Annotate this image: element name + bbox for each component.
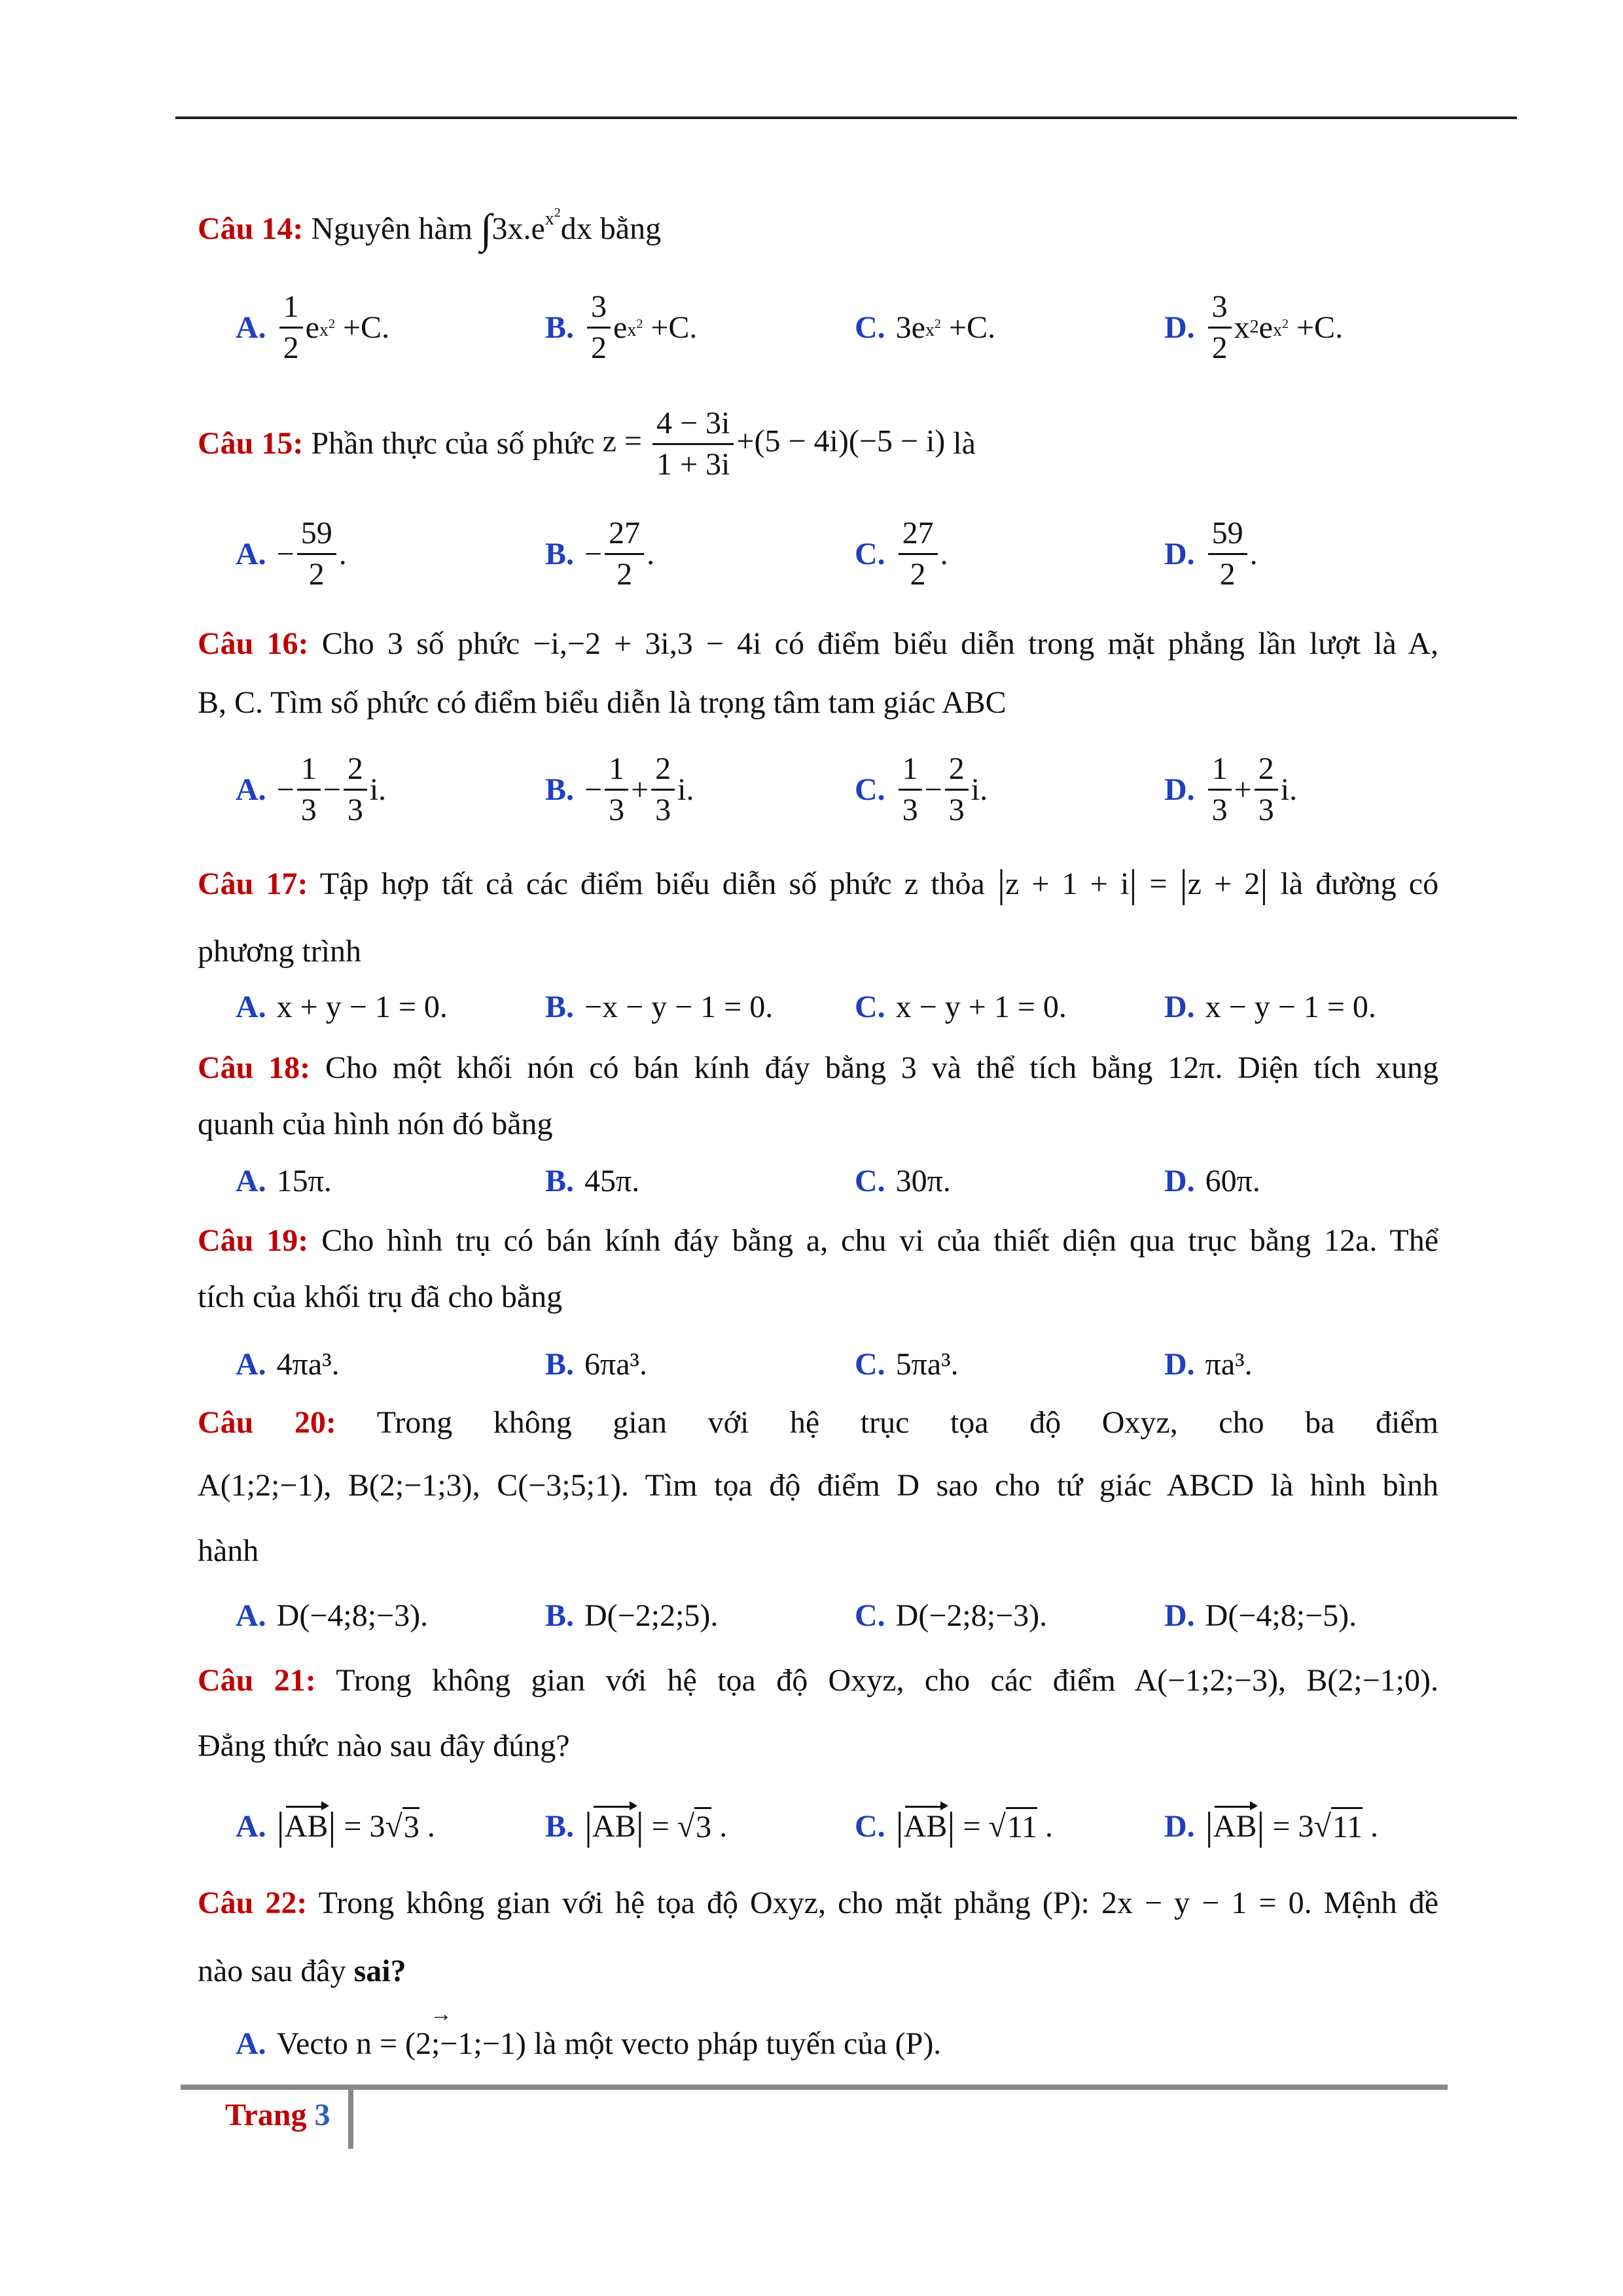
question-suffix: bằng: [599, 211, 662, 246]
question-text: Tập hợp tất cả các điểm biểu diễn số phức z thỏa: [319, 867, 985, 901]
option-d[interactable]: D. | AB | = 3√ 11 .: [1164, 1804, 1379, 1848]
page-number: Trang 3: [225, 2098, 330, 2132]
question-label: Câu 22:: [198, 1886, 308, 1920]
option-b[interactable]: B. D(−2;2;5).: [545, 1598, 719, 1633]
options-17: [198, 987, 1438, 1026]
option-a[interactable]: A. x + y − 1 = 0.: [236, 989, 448, 1024]
math-expression: |z + 1 + i| = |z + 2|: [997, 862, 1268, 905]
option-a[interactable]: A. D(−4;8;−3).: [236, 1598, 429, 1633]
option-c[interactable]: C. 5πa³.: [855, 1346, 959, 1382]
question-text: có điểm biểu diễn trong mặt phẳng lần lượt là A,: [774, 626, 1439, 661]
question-text: tích của khối trụ đã cho bằng: [198, 1280, 563, 1314]
option-a[interactable]: A. Vecto n = (2;−1;−1) → là một vecto pháp tuyến của (P).: [236, 2024, 941, 2063]
math-expression: $\int 3x.e^{x^2}dx$: [480, 206, 592, 252]
question-19: [198, 1221, 1438, 1317]
option-b[interactable]: B. $\frac{3}{2}$ e $x^2$ +C.: [545, 289, 698, 365]
math-expression: A(1;2;−1), B(2;−1;3), C(−3;5;1): [198, 1468, 621, 1503]
question-text: Trong không gian với hệ tọa độ Oxyz, cho mặt phẳng: [318, 1886, 1031, 1920]
option-b[interactable]: B. − $\frac{1}{3}$ + $\frac{2}{3}$ i.: [545, 751, 694, 827]
emphasis-text: sai?: [353, 1954, 406, 1988]
question-label: Câu 15:: [198, 426, 304, 461]
question-text: hành: [198, 1534, 259, 1568]
question-text: Cho 3 số phức: [321, 626, 520, 661]
option-b[interactable]: B. − $\frac{27}{2}$ .: [545, 515, 655, 592]
option-c[interactable]: C. x − y + 1 = 0.: [855, 989, 1067, 1024]
question-text: Trong không gian với hệ tọa độ Oxyz, cho các điểm: [336, 1663, 1116, 1698]
math-expression: z = $\frac{4 - 3i}{1 + 3i}$ +(5 − 4i)(−5 − i): [602, 405, 946, 482]
math-expression: −i,−2 + 3i,3 − 4i: [533, 626, 762, 661]
option-b[interactable]: B. | AB | = √ 3 .: [545, 1804, 728, 1848]
question-label: Câu 16:: [198, 626, 309, 661]
question-label: Câu 14:: [198, 211, 304, 246]
option-c[interactable]: C. | AB | = √ 11 .: [855, 1804, 1054, 1848]
option-d[interactable]: D. $\frac{3}{2}$ x 2 e $x^2$ +C.: [1164, 289, 1344, 365]
option-a[interactable]: A. − $\frac{1}{3}$ − $\frac{2}{3}$ i.: [236, 751, 387, 827]
option-d[interactable]: D. $\frac{59}{2}$ .: [1164, 515, 1258, 592]
question-text: . Mệnh đề: [1304, 1886, 1439, 1920]
footer-rule: [181, 2085, 1448, 2090]
math-expression: (P): 2x − y − 1 = 0: [1042, 1886, 1304, 1920]
question-text: nào sau đây: [198, 1954, 346, 1988]
options-22: [198, 2024, 1438, 2063]
option-c[interactable]: C. $\frac{1}{3}$ − $\frac{2}{3}$ i.: [855, 751, 988, 827]
options-16: [198, 750, 1438, 829]
question-text: .: [1431, 1663, 1439, 1698]
question-text: Cho hình trụ có bán kính đáy bằng a, chu vi của thiết diện qua trục bằng 12a. Thể: [321, 1223, 1439, 1258]
question-text: Cho một khối nón có bán kính đáy bằng 3 và thể tích bằng: [325, 1050, 1153, 1085]
question-17: [198, 864, 1438, 971]
question-suffix: là: [953, 426, 976, 461]
option-d[interactable]: D. $\frac{1}{3}$ + $\frac{2}{3}$ i.: [1164, 751, 1298, 827]
option-b[interactable]: B. 6πa³.: [545, 1346, 647, 1382]
option-d[interactable]: D. πa³.: [1164, 1346, 1253, 1382]
question-label: Câu 21:: [198, 1663, 316, 1698]
option-a[interactable]: A. $\frac{1}{2}$ e $x^2$ +C.: [236, 289, 390, 365]
question-20: [198, 1403, 1438, 1571]
option-b[interactable]: B. 45π.: [545, 1163, 640, 1198]
question-text: phương trình: [198, 934, 362, 969]
option-a[interactable]: A. 15π.: [236, 1163, 332, 1198]
question-label: Câu 17:: [198, 867, 308, 901]
math-expression: 12π: [1168, 1050, 1215, 1085]
footer-divider: [348, 2090, 353, 2149]
question-text: Đẳng thức nào sau đây đúng?: [198, 1729, 570, 1763]
question-text: . Tìm tọa độ điểm D sao cho tứ giác ABCD là hình bình: [620, 1468, 1439, 1503]
question-21: [198, 1661, 1438, 1766]
question-label: Câu 19:: [198, 1223, 309, 1258]
options-21: [198, 1806, 1438, 1846]
options-19: [198, 1344, 1438, 1384]
question-label: Câu 20:: [198, 1405, 336, 1440]
option-b[interactable]: B. −x − y − 1 = 0.: [545, 989, 774, 1024]
header-rule: [175, 117, 1517, 119]
question-18: [198, 1049, 1438, 1144]
math-expression: n = (2;−1;−1) →: [356, 2026, 526, 2062]
options-20: [198, 1596, 1438, 1635]
question-22: [198, 1884, 1438, 1991]
math-expression: A(−1;2;−3), B(2;−1;0): [1134, 1663, 1431, 1698]
options-18: [198, 1161, 1438, 1200]
question-text: B, C. Tìm số phức có điểm biểu diễn là trọng tâm tam giác ABC: [198, 685, 1007, 720]
option-c[interactable]: C. $\frac{27}{2}$ .: [855, 515, 948, 592]
option-d[interactable]: D. D(−4;8;−5).: [1164, 1598, 1357, 1633]
question-text: Phần thực của số phức: [311, 426, 595, 461]
option-c[interactable]: C. D(−2;8;−3).: [855, 1598, 1048, 1633]
question-label: Câu 18:: [198, 1050, 311, 1085]
option-c[interactable]: C. 3e $x^2$ +C.: [855, 310, 996, 345]
option-d[interactable]: D. x − y − 1 = 0.: [1164, 989, 1376, 1024]
question-text: . Diện tích xung: [1215, 1050, 1439, 1085]
option-c[interactable]: C. 30π.: [855, 1163, 951, 1198]
option-d[interactable]: D. 60π.: [1164, 1163, 1260, 1198]
question-text: là đường có: [1280, 867, 1439, 901]
options-14: [198, 288, 1438, 367]
question-16: [198, 624, 1438, 723]
options-15: [198, 514, 1438, 593]
question-text: Nguyên hàm: [311, 211, 473, 246]
question-14: [198, 206, 1438, 252]
question-15: [198, 404, 1438, 483]
option-a[interactable]: A. − $\frac{59}{2}$ .: [236, 515, 347, 592]
question-text: quanh của hình nón đó bằng: [198, 1107, 553, 1141]
option-a[interactable]: A. 4πa³.: [236, 1346, 340, 1382]
question-text: Trong không gian với hệ trục tọa độ Oxyz, cho ba điểm: [376, 1405, 1438, 1440]
option-a[interactable]: A. | AB | = 3√ 3 .: [236, 1804, 435, 1848]
